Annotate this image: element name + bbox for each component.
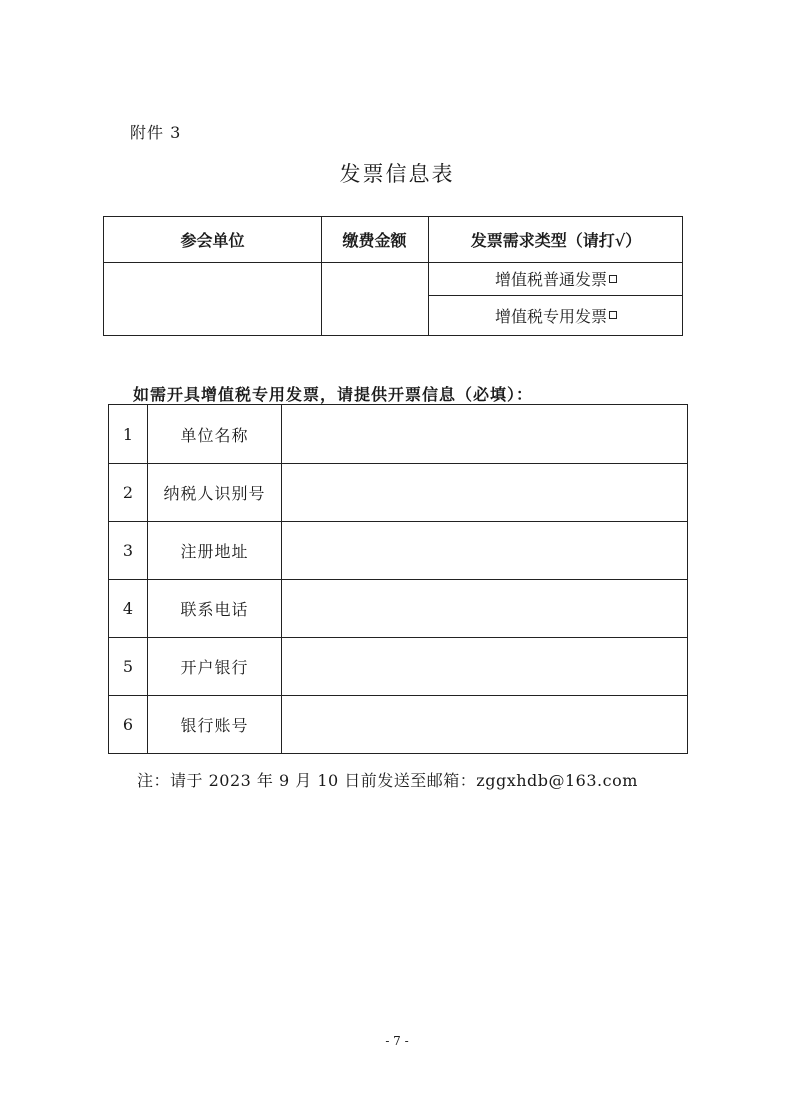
row-number: 4 — [109, 580, 148, 637]
table-row — [109, 579, 687, 637]
table-row — [109, 695, 687, 753]
row-label: 开户银行 — [148, 638, 282, 695]
checkbox-icon[interactable] — [609, 311, 617, 319]
table-row — [109, 463, 687, 521]
header-amount: 缴费金额 — [342, 231, 407, 250]
header-unit: 参会单位 — [180, 231, 245, 250]
row-number: 6 — [109, 696, 148, 753]
billing-info-table — [108, 404, 688, 754]
section-heading: 如需开具增值税专用发票，请提供开票信息（必填）： — [133, 385, 534, 404]
row-label: 注册地址 — [148, 522, 282, 579]
company-name-field[interactable] — [282, 405, 687, 463]
amount-value-cell[interactable] — [321, 262, 428, 337]
option-special-invoice[interactable] — [428, 295, 684, 335]
table-row — [109, 637, 687, 695]
row-number: 3 — [109, 522, 148, 579]
page-number: - 7 - — [385, 1034, 409, 1048]
table-row — [109, 521, 687, 579]
phone-field[interactable] — [282, 580, 687, 637]
attachment-label: 附件 3 — [130, 123, 182, 142]
row-number: 5 — [109, 638, 148, 695]
taxpayer-id-field[interactable] — [282, 464, 687, 521]
checkbox-icon[interactable] — [609, 275, 617, 283]
option-general-invoice[interactable] — [428, 262, 684, 295]
page-title: 发票信息表 — [339, 162, 455, 186]
option-general-label: 增值税普通发票 — [494, 270, 607, 289]
bank-name-field[interactable] — [282, 638, 687, 695]
invoice-type-table — [103, 216, 683, 336]
table-row — [109, 405, 687, 463]
unit-value-cell[interactable] — [104, 262, 321, 337]
registered-address-field[interactable] — [282, 522, 687, 579]
row-number: 2 — [109, 464, 148, 521]
row-number: 1 — [109, 405, 148, 463]
option-special-label: 增值税专用发票 — [494, 306, 607, 326]
row-label: 纳税人识别号 — [148, 464, 282, 521]
row-label: 联系电话 — [148, 580, 282, 637]
row-label: 单位名称 — [148, 405, 282, 463]
submission-note: 注：请于 2023 年 9 月 10 日前发送至邮箱：zggxhdb@163.com — [137, 771, 638, 790]
row-label: 银行账号 — [148, 696, 282, 753]
bank-account-field[interactable] — [282, 696, 687, 753]
header-invoice-type: 发票需求类型（请打√） — [470, 231, 642, 250]
